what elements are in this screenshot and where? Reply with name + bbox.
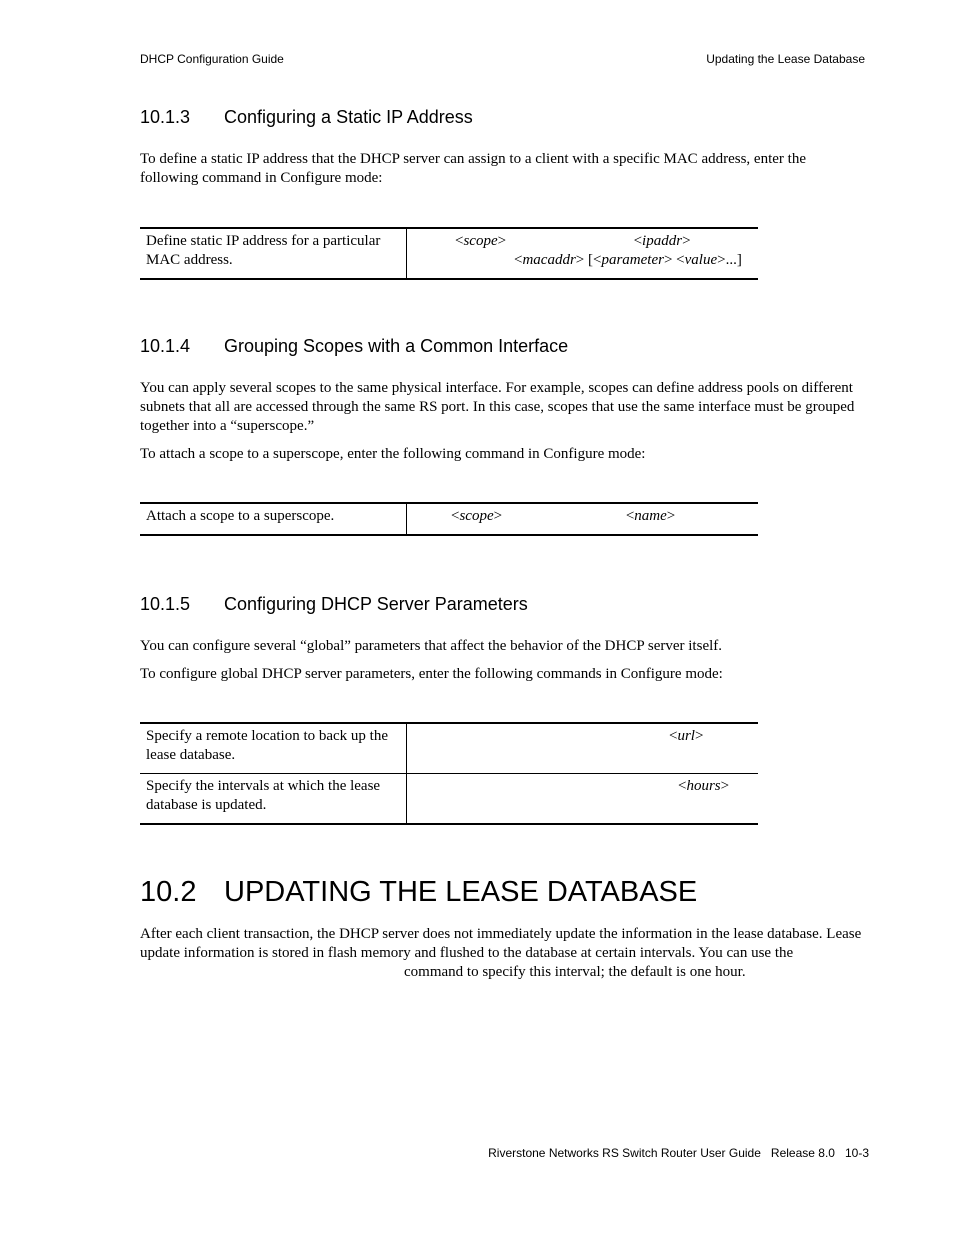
command-syntax: <scope> <ipaddr> <macaddr> [<parameter> <value>...] [407, 228, 759, 279]
table-row [140, 774, 758, 825]
param-name: name [634, 508, 667, 524]
paragraph: To define a static IP address that the DHCP server can assign to a client with a specific MAC address, enter the following command in Configure mode: [140, 151, 806, 186]
param-scope: scope [459, 508, 494, 524]
section-heading-10-1-3 [140, 107, 473, 128]
command-description: Specify the intervals at which the lease database is updated. [140, 774, 407, 825]
command-description: Specify a remote location to back up the lease database. [140, 723, 407, 774]
command-table-static-ip [140, 227, 758, 280]
section-title: Configuring DHCP Server Parameters [224, 594, 528, 614]
command-syntax: <scope> <name> [407, 503, 759, 535]
paragraph: You can configure several “global” parameters that affect the behavior of the DHCP server itself. [140, 638, 723, 654]
command-table-superscope [140, 502, 758, 536]
command-syntax: <hours> [407, 774, 759, 825]
section-number: 10.1.3 [140, 107, 191, 127]
paragraph: To configure global DHCP server parameters, enter the following commands in Configure mode: [140, 666, 723, 682]
command-table-server-parameters [140, 722, 758, 825]
table-row [140, 503, 758, 535]
running-header-right: Updating the Lease Database [706, 52, 865, 66]
param-macaddr: macaddr [522, 252, 576, 268]
paragraph-text: After each client transaction, the DHCP server does not immediately update the information in the lease database. Lease update information is stored in flash memory and flushed to the database at certain intervals. You can use the [140, 926, 862, 961]
table-row [140, 723, 758, 774]
command-syntax: <url> [407, 723, 759, 774]
section-number: 10.2 [140, 876, 197, 908]
footer-release: Release 8.0 [770, 1146, 835, 1160]
footer-guide-title: Riverstone Networks RS Switch Router User Guide [488, 1146, 761, 1160]
command-description: Attach a scope to a superscope. [140, 503, 407, 535]
section-heading-10-1-4 [140, 336, 568, 357]
table-row [140, 228, 758, 279]
section-title: Grouping Scopes with a Common Interface [224, 336, 569, 356]
running-header-left: DHCP Configuration Guide [140, 52, 284, 66]
param-scope: scope [463, 233, 498, 249]
param-hours: hours [686, 778, 721, 794]
param-ipaddr: ipaddr [642, 233, 683, 249]
paragraph: To attach a scope to a superscope, enter the following command in Configure mode: [140, 446, 646, 462]
section-title: Configuring a Static IP Address [224, 107, 473, 127]
section-title: UPDATING THE LEASE DATABASE [224, 876, 698, 908]
section-heading-10-1-5 [140, 594, 528, 615]
param-url: url [677, 728, 695, 744]
page-number: 10-3 [844, 1146, 869, 1160]
param-value: value [684, 252, 718, 268]
paragraph [140, 925, 868, 982]
section-heading-10-2 [140, 876, 697, 909]
param-parameter: parameter [601, 252, 664, 268]
paragraph-text: command to specify this interval; the default is one hour. [404, 964, 746, 980]
page-footer [488, 1146, 869, 1160]
section-number: 10.1.4 [140, 336, 191, 356]
section-number: 10.1.5 [140, 594, 191, 614]
command-description: Define static IP address for a particular MAC address. [140, 228, 407, 279]
paragraph: You can apply several scopes to the same physical interface. For example, scopes can define address pools on different subnets that all are accessed through the same RS port. In this case, scopes that use the same interface must be grouped together into a “superscope.” [140, 380, 855, 434]
